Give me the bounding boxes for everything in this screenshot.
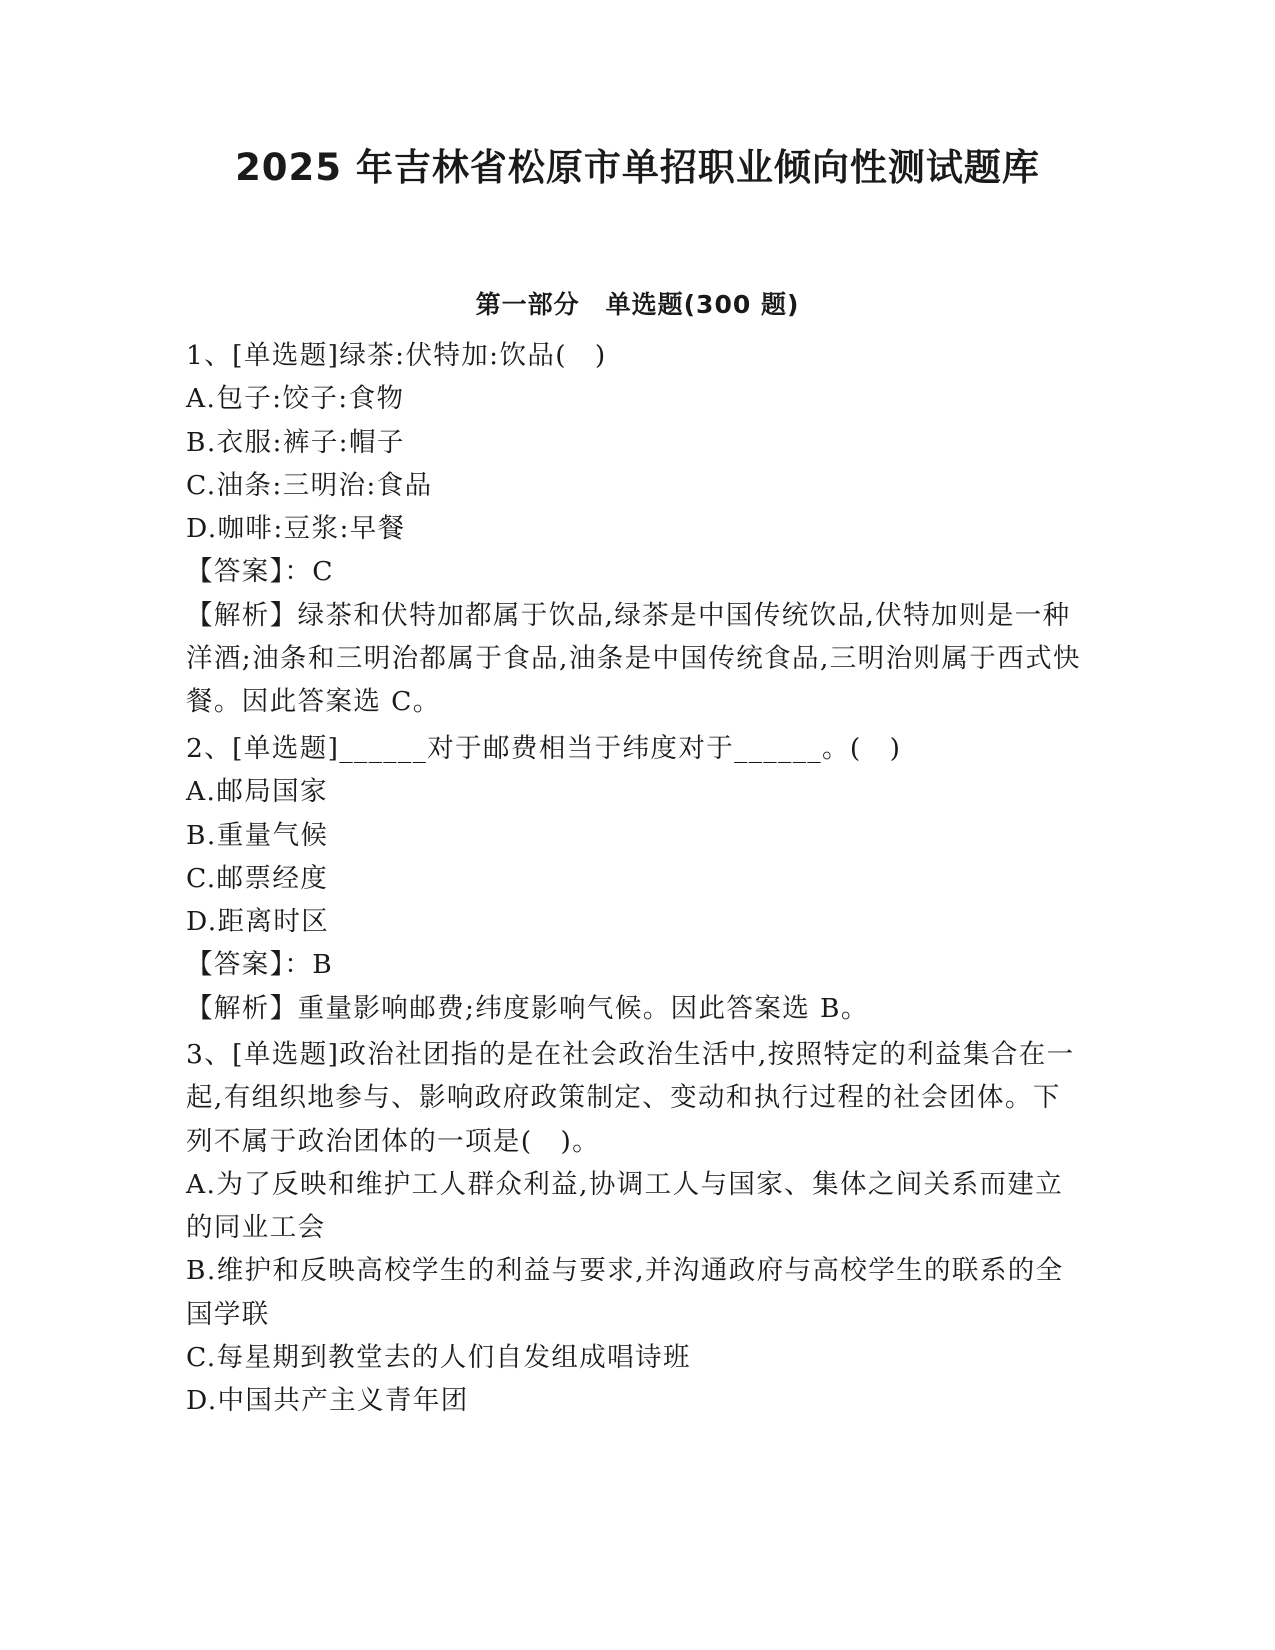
question-3 — [186, 1033, 1086, 1423]
section-title: 第一部分 单选题(300 题) — [475, 290, 800, 319]
option-b: B.重量气候 — [186, 819, 329, 851]
option-a: A.为了反映和维护工人群众利益,协调工人与国家、集体之间关系而建立的同业工会 — [186, 1168, 1064, 1244]
option-d: D.距离时区 — [186, 906, 330, 938]
question-2 — [186, 727, 1086, 1030]
question-stem: 1、[单选题]绿茶:伏特加:饮品( ) — [186, 340, 607, 371]
question-1 — [186, 334, 1086, 724]
option-c: C.油条:三明治:食品 — [186, 469, 433, 501]
option-d: D.中国共产主义青年团 — [186, 1385, 469, 1417]
question-stem: 3、[单选题]政治社团指的是在社会政治生活中,按照特定的利益集合在一起,有组织地参与、影响政府政策制定、变动和执行过程的社会团体。下列不属于政治团体的一项是( )。 — [186, 1039, 1075, 1157]
option-b: B.衣服:裤子:帽子 — [186, 426, 405, 458]
option-a: A.邮局国家 — [186, 776, 328, 808]
option-d: D.咖啡:豆浆:早餐 — [186, 513, 406, 545]
document-title: 2025 年吉林省松原市单招职业倾向性测试题库 — [235, 146, 1040, 189]
answer: 【答案】：B — [186, 949, 334, 981]
option-a: A.包子:饺子:食物 — [186, 383, 405, 415]
option-b: B.维护和反映高校学生的利益与要求,并沟通政府与高校学生的联系的全国学联 — [186, 1255, 1064, 1330]
analysis: 【解析】绿茶和伏特加都属于饮品,绿茶是中国传统饮品,伏特加则是一种洋酒;油条和三明治都属于食品,油条是中国传统食品,三明治则属于西式快餐。因此答案选 C。 — [186, 599, 1081, 718]
option-c: C.每星期到教堂去的人们自发组成唱诗班 — [186, 1342, 691, 1374]
analysis: 【解析】重量影响邮费;纬度影响气候。因此答案选 B。 — [186, 992, 869, 1024]
option-c: C.邮票经度 — [186, 862, 329, 894]
answer: 【答案】：C — [186, 556, 334, 588]
question-stem: 2、[单选题]______对于邮费相当于纬度对于______。( ) — [186, 733, 902, 764]
